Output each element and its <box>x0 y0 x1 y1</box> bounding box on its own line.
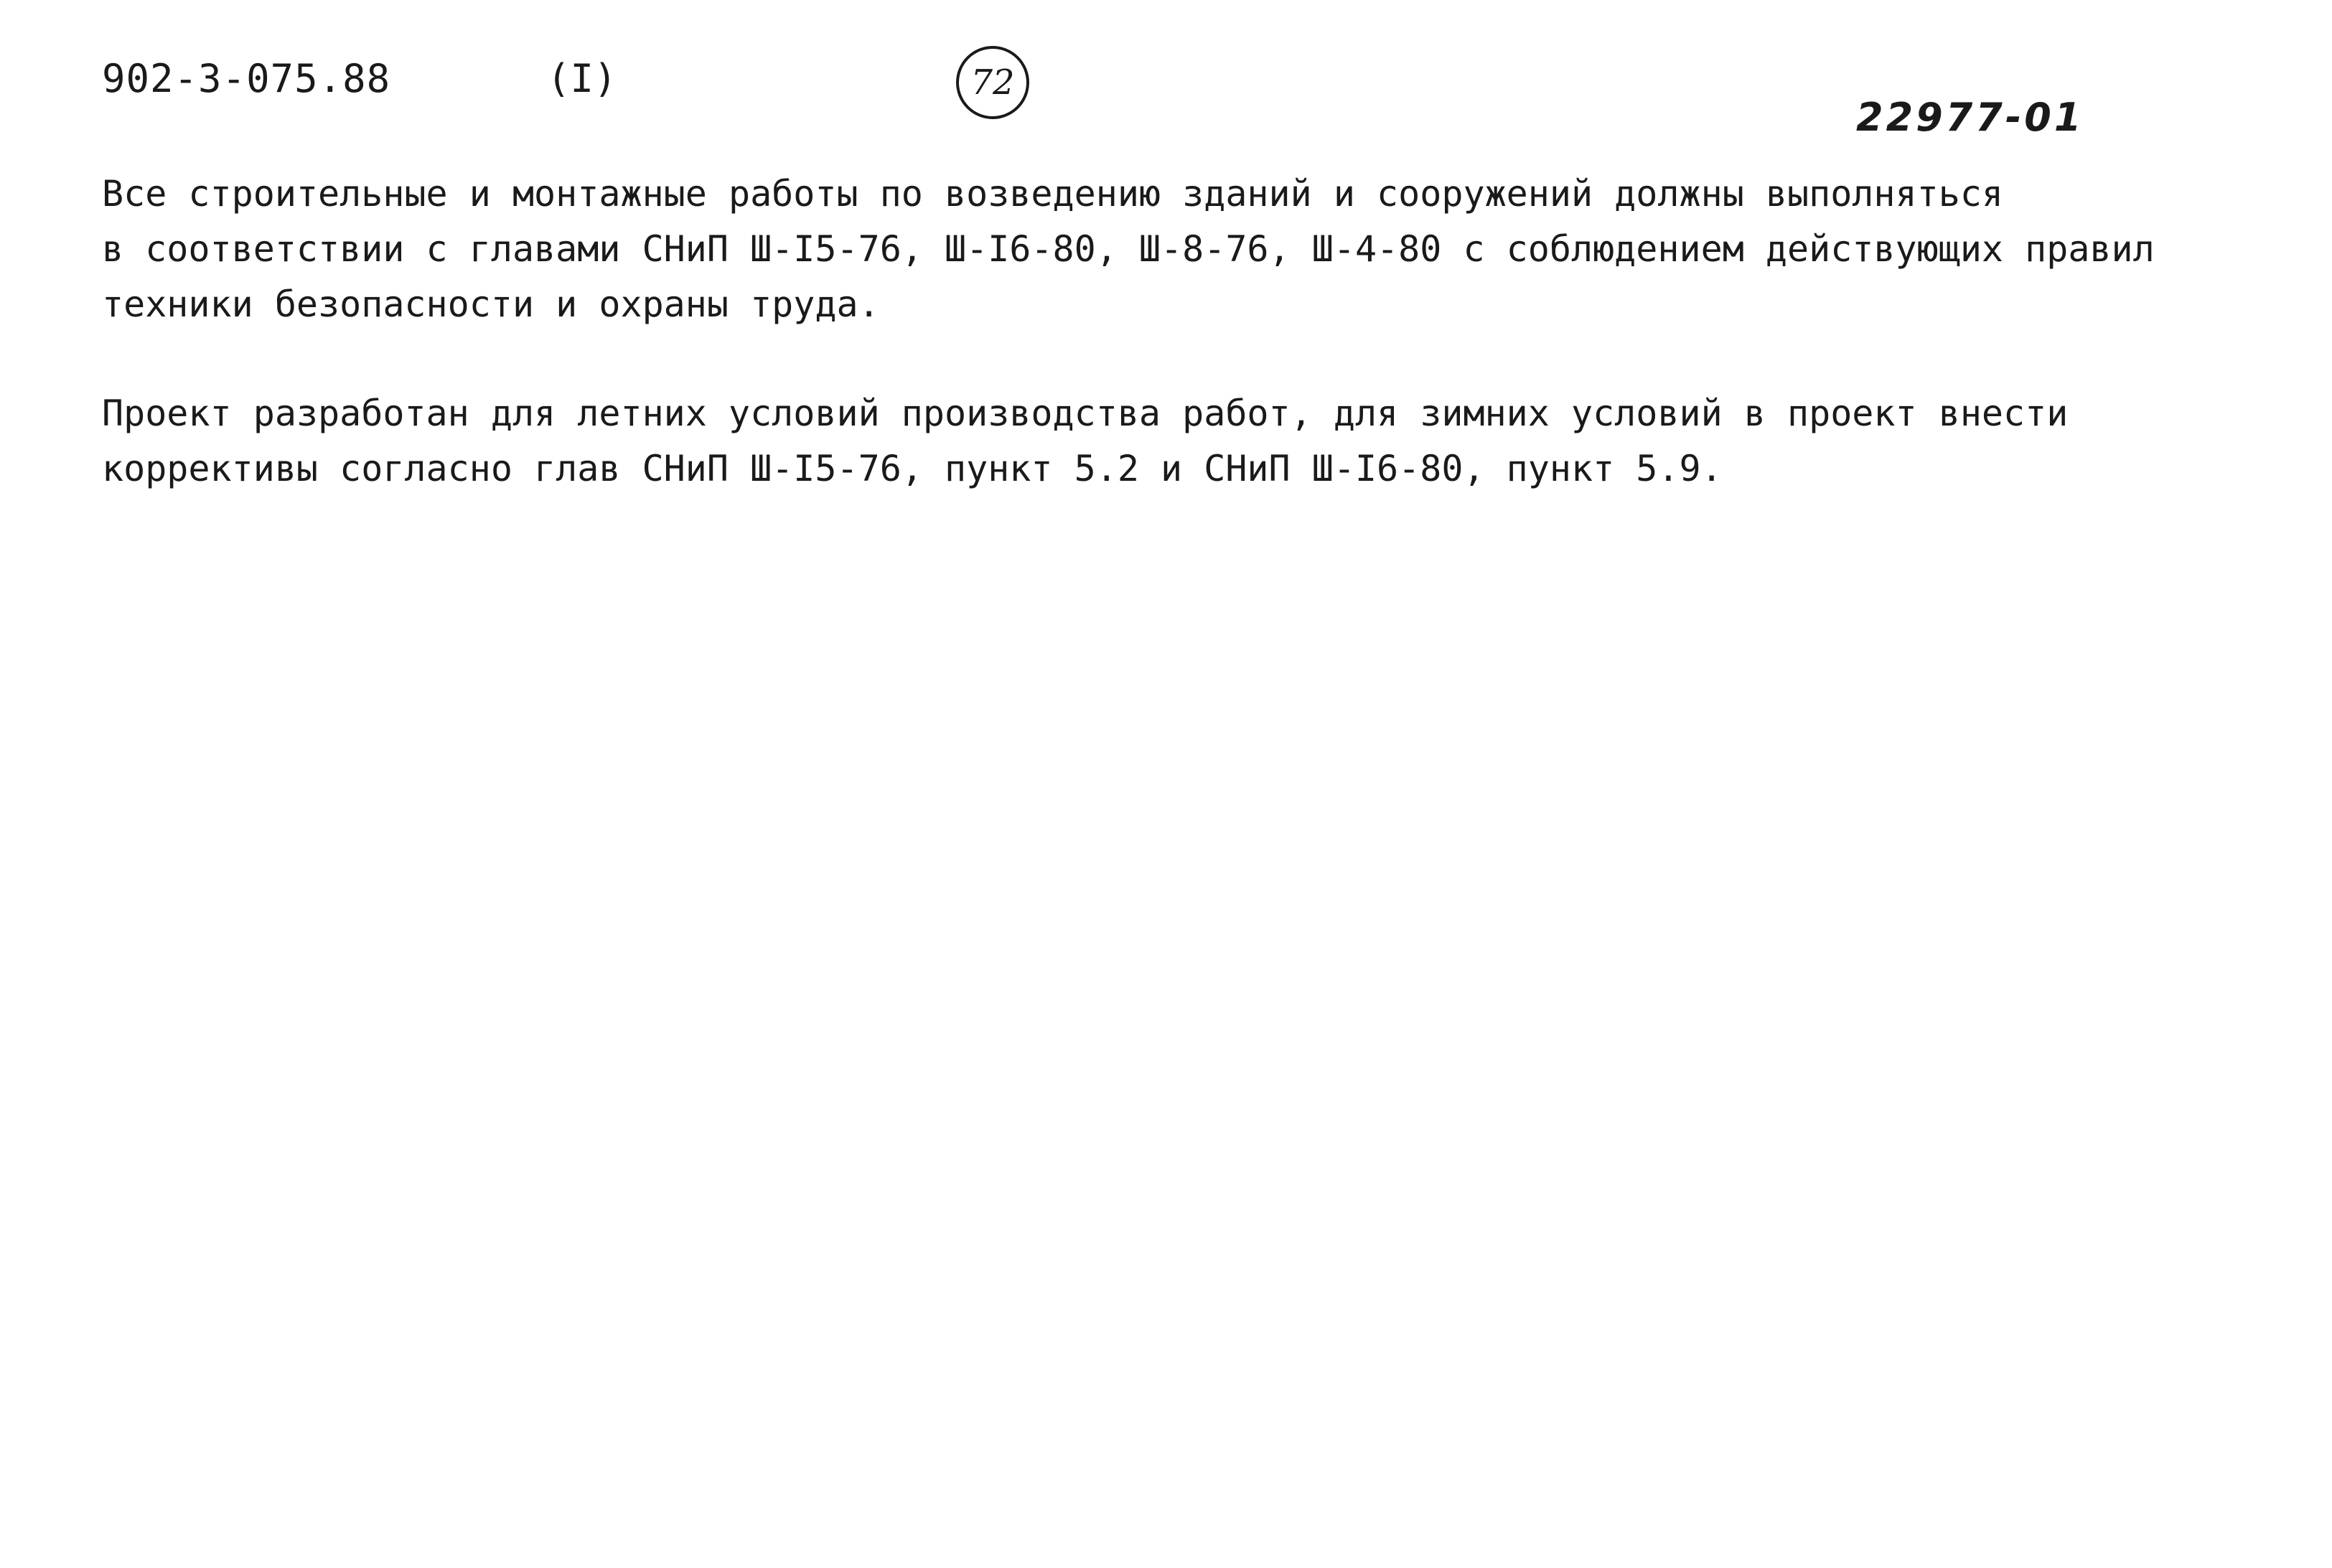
paragraph-construction-rules: Все строительные и монтажные работы по возведению зданий и сооружений должны выполняться в соответствии с главами СНиП Ш-I5-76, Ш-I6-80, Ш-8-76, Ш-4-80 с соблюдением действующих правил техники безопасности и охраны труда. <box>102 173 2155 325</box>
paragraph-seasonal-conditions: Проект разработан для летних условий производства работ, для зимних условий в проект внести коррективы согласно глав СНиП Ш-I5-76, пункт 5.2 и СНиП Ш-I6-80, пункт 5.9. <box>102 393 2069 489</box>
page-number-stamp <box>956 46 1029 119</box>
sheet-number: (I) <box>547 56 617 101</box>
archive-number: 22977-01 <box>1856 95 2084 140</box>
document-code: 902-3-075.88 <box>102 56 391 101</box>
page-number: 72 <box>970 62 1015 103</box>
